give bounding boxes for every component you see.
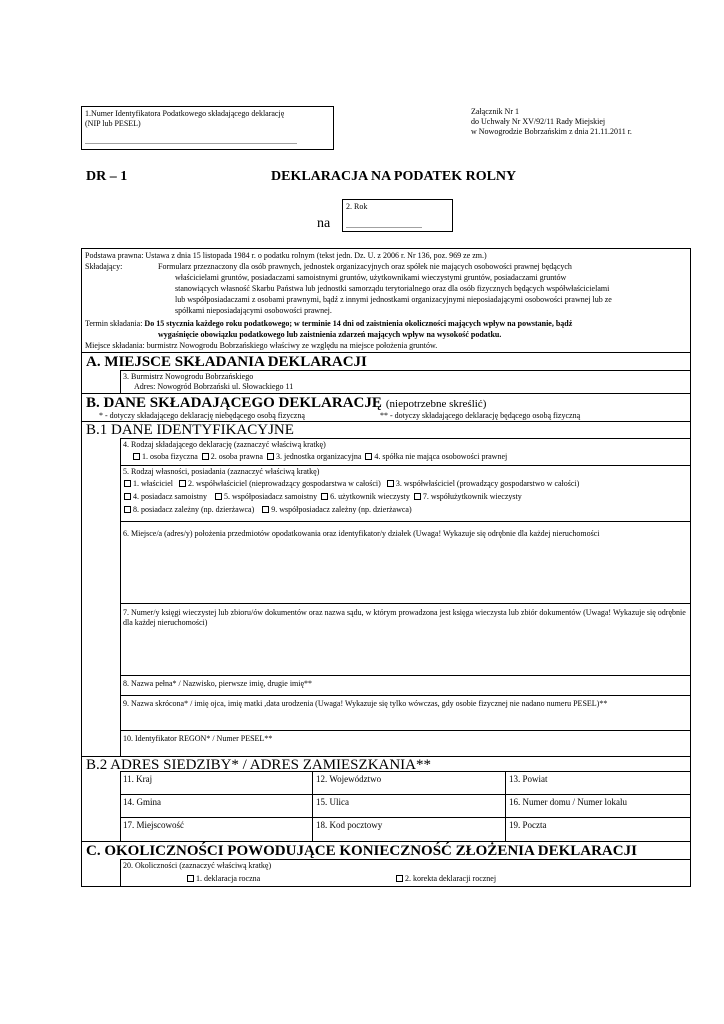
star-note-1: * - dotyczy składającego deklarację niebędącego osobą fizyczną <box>99 411 305 420</box>
filer-line-2: właścicielami gruntów, posiadaczami samoistnymi gruntów, użytkownikami wieczystymi gruntów, posiadaczami gruntów <box>175 273 567 282</box>
nip-label: 1.Numer Identyfikatora Podatkowego składającego deklarację <box>85 109 285 118</box>
field-12-label: 12. Województwo <box>316 774 382 784</box>
field-7-label: 7. Numer/y księgi wieczystej lub zbioru/ów dokumentów oraz nazwa sądu, w którym prowadzona jest księga wieczysta lub zbiór dokumentów (Uwaga! Wykazuje się odrębnie dla każdej nieruchomości) <box>123 608 686 627</box>
deadline-line-2: wygaśnięcie obowiązku podatkowego lub zaistnienia zdarzeń mających wpływ na wysokość podatku. <box>158 330 502 339</box>
section-b2-title: B.2 ADRES SIEDZIBY* / ADRES ZAMIESZKANIA** <box>86 757 432 773</box>
annex-line-1: Załącznik Nr 1 <box>471 107 519 116</box>
option-wspoluzytkownik-wieczysty[interactable]: 7. współużytkownik wieczysty <box>414 492 522 501</box>
filing-place: Miejsce składania: burmistrz Nowogrodu Bobrzańskiego właściwy ze względu na miejsce położenia gruntów. <box>85 341 438 350</box>
checkbox-icon[interactable] <box>365 453 372 460</box>
field-5-row-1 <box>124 479 579 489</box>
field-5-row-2 <box>124 492 522 502</box>
field-7-input[interactable] <box>121 632 690 674</box>
section-b-header <box>86 394 486 412</box>
filer-line-3: stanowiących własność Skarbu Państwa lub jednostki samorządu terytorialnego oraz dla osób fizycznych będących współwłaścicielami <box>175 284 610 293</box>
field-9-input[interactable] <box>121 721 690 729</box>
field-10-label: 10. Identyfikator REGON* / Numer PESEL** <box>123 734 273 743</box>
year-dots: ...................................... <box>346 221 422 230</box>
annex-line-2: do Uchwały Nr XV/92/11 Rady Miejskiej <box>471 117 606 126</box>
field-19-poczta[interactable] <box>506 818 691 840</box>
option-deklaracja-roczna[interactable]: 1. deklaracja roczna <box>187 874 260 884</box>
option-wspolposiadacz-samoistny[interactable]: 5. współposiadacz samoistny <box>215 492 317 501</box>
form-title: DEKLARACJA NA PODATEK ROLNY <box>271 169 517 184</box>
checkbox-icon[interactable] <box>124 493 131 500</box>
field-5-row-3 <box>124 505 412 515</box>
option-wspolposiadacz-zalezny[interactable]: 9. współposiadacz zależny (np. dzierżawca) <box>262 505 411 514</box>
section-c-title: C. OKOLICZNOŚCI POWODUJĄCE KONIECZNOŚĆ ZŁOŻENIA DEKLARACJI <box>86 843 637 859</box>
field-5-label: 5. Rodzaj własności, posiadania (zaznaczyć właściwą kratkę) <box>123 467 320 476</box>
field-8-label: 8. Nazwa pełna* / Nazwisko, pierwsze imię, drugie imię** <box>123 679 313 688</box>
filer-line-4: lub współposiadaczami z osobami prawnymi, bądź z innymi jednostkami organizacyjnymi nieposiadającymi osobowości prawnej lub ze <box>175 295 612 304</box>
na-label: na <box>317 216 331 231</box>
field-17-label: 17. Miejscowość <box>123 820 184 830</box>
option-posiadacz-samoistny[interactable]: 4. posiadacz samoistny <box>124 492 207 501</box>
section-b-note: (niepotrzebne skreślić) <box>385 398 487 410</box>
legal-basis: Podstawa prawna: Ustawa z dnia 15 listopada 1984 r. o podatku rolnym (tekst jedn. Dz. U. z 2006 r. Nr 136, poz. 969 ze zm.) <box>85 251 487 260</box>
section-a-title: A. MIEJSCE SKŁADANIA DEKLARACJI <box>86 354 367 370</box>
field-18-label: 18. Kod pocztowy <box>316 820 383 830</box>
checkbox-icon[interactable] <box>414 493 421 500</box>
checkbox-icon[interactable] <box>187 875 194 882</box>
option-korekta-deklaracji[interactable]: 2. korekta deklaracji rocznej <box>396 874 496 884</box>
checkbox-icon[interactable] <box>321 493 328 500</box>
field-11-kraj[interactable] <box>120 772 312 794</box>
field-18-kod[interactable] <box>313 818 505 840</box>
filer-line-5: spółkami nieposiadającymi osobowości prawnej. <box>175 306 332 315</box>
section-b-title: B. DANE SKŁADAJĄCEGO DEKLARACJĘ <box>86 395 382 411</box>
checkbox-icon[interactable] <box>124 506 131 513</box>
checkbox-icon[interactable] <box>179 480 186 487</box>
filer-line-1: Formularz przeznaczony dla osób prawnych, jednostek organizacyjnych oraz spółek nie mających osobowości prawnej będących <box>158 262 572 271</box>
year-box[interactable] <box>342 199 453 232</box>
checkbox-icon[interactable] <box>133 453 140 460</box>
option-wspolwlasciciel-prow[interactable]: 3. współwłaściciel (prowadzący gospodarstwo w całości) <box>387 479 580 488</box>
filer-label: Składający: <box>85 262 123 271</box>
option-posiadacz-zalezny[interactable]: 8. posiadacz zależny (np. dzierżawca) <box>124 505 254 514</box>
field-14-gmina[interactable] <box>120 795 312 817</box>
nip-box[interactable] <box>81 106 334 150</box>
field-10-input[interactable] <box>121 744 690 755</box>
field-6-label: 6. Miejsce/a (adres/y) położenia przedmiotów opodatkowania oraz identyfikator/y działek (Uwaga! Wykazuje się odrębnie dla każdej nieruchomości <box>123 529 600 538</box>
checkbox-icon[interactable] <box>202 453 209 460</box>
field-19-label: 19. Poczta <box>509 820 547 830</box>
nip-dots: .......................................................................................................... <box>85 137 297 146</box>
checkbox-icon[interactable] <box>267 453 274 460</box>
field-20-label: 20. Okoliczności (zaznaczyć właściwą kratkę) <box>123 861 272 870</box>
option-spolka[interactable]: 4. spółka nie mająca osobowości prawnej <box>365 452 507 461</box>
field-12-wojewodztwo[interactable] <box>313 772 505 794</box>
field-4-label: 4. Rodzaj składającego deklarację (zaznaczyć właściwą kratkę) <box>123 440 326 449</box>
option-osoba-fizyczna[interactable]: 1. osoba fizyczna <box>133 452 198 461</box>
checkbox-icon[interactable] <box>262 506 269 513</box>
checkbox-icon[interactable] <box>215 493 222 500</box>
star-note-2: ** - dotyczy składającego deklarację będącego osobą fizyczną <box>380 411 581 420</box>
option-jednostka[interactable]: 3. jednostka organizacyjna <box>267 452 361 461</box>
field-15-ulica[interactable] <box>313 795 505 817</box>
option-uzytkownik-wieczysty[interactable]: 6. użytkownik wieczysty <box>321 492 410 501</box>
year-label: 2. Rok <box>346 202 368 211</box>
field-6-input[interactable] <box>121 551 690 603</box>
annex-line-3: w Nowogrodzie Bobrzańskim z dnia 21.11.2011 r. <box>471 127 632 136</box>
option-wspolwlasciciel-nieprow[interactable]: 2. współwłaściciel (nieprowadzący gospodarstwa w całości) <box>179 479 381 488</box>
option-wlasciciel[interactable]: 1. właściciel <box>124 479 173 488</box>
nip-sub: (NIP lub PESEL) <box>85 119 141 128</box>
checkbox-icon[interactable] <box>124 480 131 487</box>
section-b1-title: B.1 DANE IDENTYFIKACYJNE <box>86 422 294 438</box>
field-9-label: 9. Nazwa skrócona* / imię ojca, imię matki ,data urodzenia (Uwaga! Wykazuje się tylko wówczas, gdy osobie fizycznej nie nadano numeru PESEL)** <box>123 699 608 708</box>
deadline-line-1: Termin składania: Do 15 stycznia każdego roku podatkowego; w terminie 14 dni od zaistnienia okoliczności mających wpływ na powstanie, bądź <box>85 319 573 328</box>
field-15-label: 15. Ulica <box>316 797 349 807</box>
form-code: DR – 1 <box>86 169 128 184</box>
field-11-label: 11. Kraj <box>123 774 153 784</box>
checkbox-icon[interactable] <box>396 875 403 882</box>
field-14-label: 14. Gmina <box>123 797 161 807</box>
checkbox-icon[interactable] <box>387 480 394 487</box>
field-16-label: 16. Numer domu / Numer lokalu <box>509 797 627 807</box>
authority-address: Adres: Nowogród Bobrzański ul. Słowackiego 11 <box>134 382 294 391</box>
authority-name: 3. Burmistrz Nowogrodu Bobrzańskiego <box>123 372 254 381</box>
field-17-miejscowosc[interactable] <box>120 818 312 840</box>
option-osoba-prawna[interactable]: 2. osoba prawna <box>202 452 263 461</box>
field-4-options <box>133 452 507 462</box>
field-16-numer[interactable] <box>506 795 691 817</box>
field-13-powiat[interactable] <box>506 772 691 794</box>
field-13-label: 13. Powiat <box>509 774 548 784</box>
